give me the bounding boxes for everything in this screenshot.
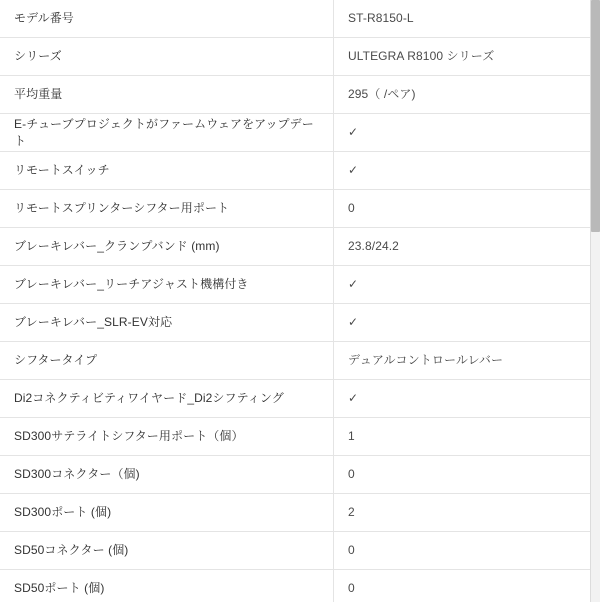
table-row [0, 76, 600, 114]
spec-label: モデル番号 [0, 0, 334, 38]
table-row [0, 494, 600, 532]
table-row [0, 456, 600, 494]
spec-value: ST-R8150-L [334, 0, 600, 38]
spec-value: ULTEGRA R8100 シリーズ [334, 38, 600, 76]
table-row [0, 190, 600, 228]
spec-value: 0 [334, 190, 600, 228]
spec-label: リモートスイッチ [0, 152, 334, 190]
spec-label: SD300コネクター（個) [0, 456, 334, 494]
spec-label: 平均重量 [0, 76, 334, 114]
spec-label: SD300ポート (個) [0, 494, 334, 532]
spec-label: SD50ポート (個) [0, 570, 334, 602]
scrollbar-thumb[interactable] [591, 0, 600, 232]
spec-label: リモートスプリンターシフター用ポート [0, 190, 334, 228]
table-row [0, 304, 600, 342]
spec-value: 0 [334, 570, 600, 602]
spec-value: ✓ [334, 152, 600, 190]
spec-label: シフタータイプ [0, 342, 334, 380]
spec-label: ブレーキレバー_リーチアジャスト機構付き [0, 266, 334, 304]
table-row [0, 0, 600, 38]
table-row [0, 152, 600, 190]
spec-label: SD50コネクター (個) [0, 532, 334, 570]
table-row [0, 342, 600, 380]
table-row [0, 266, 600, 304]
spec-value: ✓ [334, 304, 600, 342]
table-row [0, 532, 600, 570]
spec-value: 23.8/24.2 [334, 228, 600, 266]
spec-label: ブレーキレバー_SLR-EV対応 [0, 304, 334, 342]
table-row [0, 418, 600, 456]
spec-value: 2 [334, 494, 600, 532]
table-row [0, 114, 600, 152]
table-row [0, 570, 600, 602]
spec-value: デュアルコントロールレバー [334, 342, 600, 380]
spec-value: 0 [334, 532, 600, 570]
spec-label: Di2コネクティビティワイヤード_Di2シフティング [0, 380, 334, 418]
spec-value: 0 [334, 456, 600, 494]
spec-value: ✓ [334, 380, 600, 418]
spec-label: シリーズ [0, 38, 334, 76]
vertical-scrollbar[interactable] [590, 0, 600, 602]
spec-label: ブレーキレバー_クランプバンド (mm) [0, 228, 334, 266]
spec-value: ✓ [334, 114, 600, 152]
spec-value: ✓ [334, 266, 600, 304]
table-row [0, 228, 600, 266]
spec-value: 295（ /ペア) [334, 76, 600, 114]
table-row [0, 380, 600, 418]
table-row [0, 38, 600, 76]
spec-label: E-チューブプロジェクトがファームウェアをアップデート [0, 114, 334, 152]
spec-value: 1 [334, 418, 600, 456]
spec-label: SD300サテライトシフター用ポート（個） [0, 418, 334, 456]
